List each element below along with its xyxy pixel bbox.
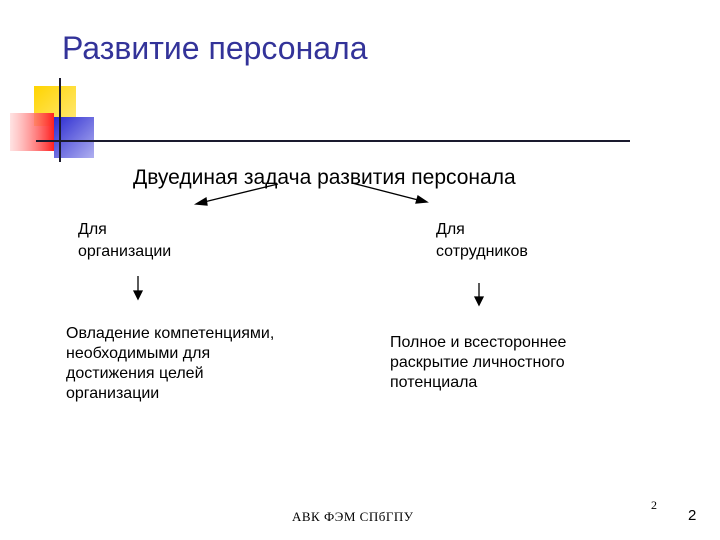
left-heading-line: Для [78,221,107,238]
down-arrow-right [475,283,483,305]
right-heading-line: Для [436,221,465,238]
left-column-heading [78,219,171,263]
slide-footer: АВК ФЭМ СПбГПУ [292,509,414,524]
right-body-line: раскрытие личностного [390,354,565,371]
left-column-body [66,324,274,404]
page-number-footer: 2 [651,498,657,512]
page-number: 2 [688,507,697,524]
right-body-line: потенциала [390,374,478,391]
right-column-body [390,333,566,393]
red-square [10,113,54,151]
left-heading-line: организации [78,243,172,260]
slide-title: Развитие персонала [62,30,368,66]
right-column-heading [436,219,528,263]
down-arrow-left [134,276,142,299]
left-body-line: необходимыми для [66,345,211,362]
left-body-line: Овладение компетенциями, [66,325,275,342]
left-body-line: достижения целей [66,365,204,382]
right-body-line: Полное и всестороннее [390,334,567,351]
slide-subtitle: Двуединая задача развития персонала [133,166,516,189]
left-body-line: организации [66,385,160,402]
right-heading-line: сотрудников [436,243,528,260]
